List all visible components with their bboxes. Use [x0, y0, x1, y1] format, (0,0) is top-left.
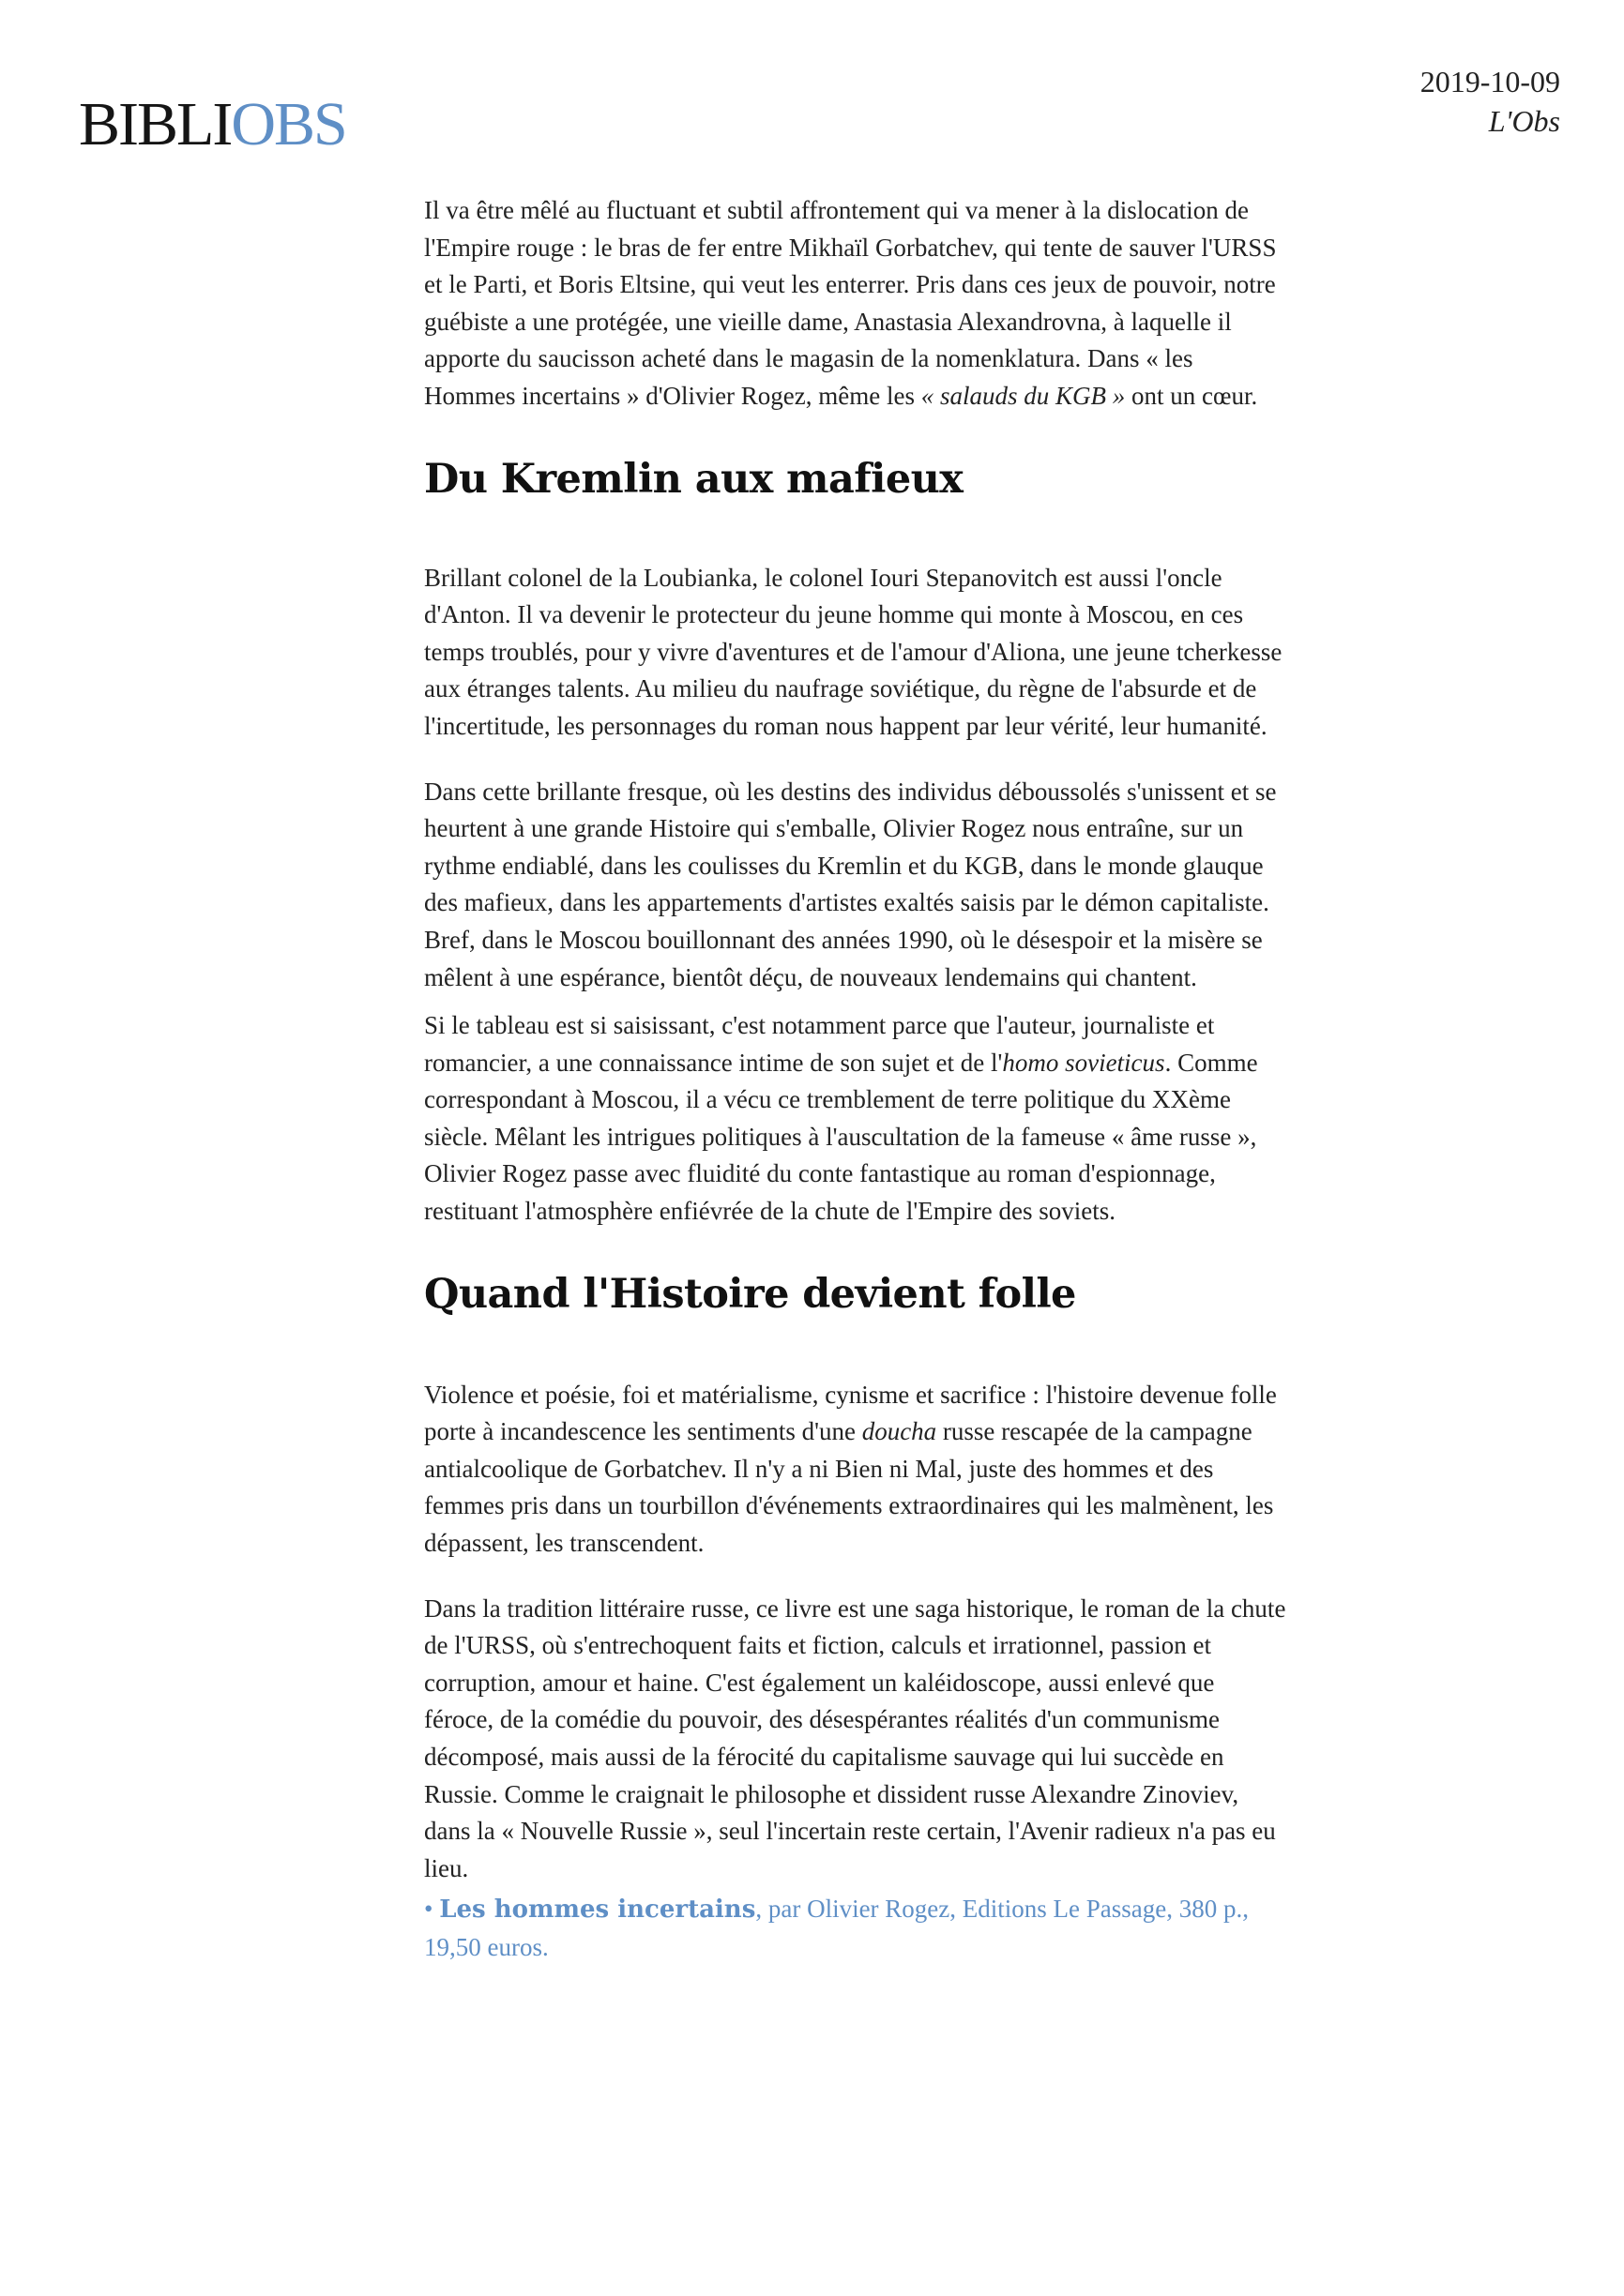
section-heading-histoire: Quand l'Histoire devient folle — [424, 1270, 1076, 1318]
logo-text-bibli: BIBLI — [79, 90, 232, 159]
paragraph-1-end: ont un cœur. — [1125, 381, 1258, 410]
credit-bullet: • — [424, 1895, 440, 1924]
publication-source: L'Obs — [1488, 104, 1560, 138]
paragraph-4 — [424, 1007, 1287, 1231]
paragraph-4-end: . Comme correspondant à Moscou, il a vécu ce tremblement de terre politique du XXème siècle. Mêlant les intrigues politiques à l'auscultation de la fameuse « âme russe », Olivier Rogez passe avec fluidité du conte fantastique au roman d'espionnage, restituant l'atmosphère enfiévrée de la chute de l'Empire des soviets. — [424, 1048, 1258, 1226]
paragraph-3: Dans cette brillante fresque, où les destins des individus déboussolés s'unissent et se heurtent à une grande Histoire qui s'emballe, Olivier Rogez nous entraîne, sur un rythme endiablé, dans les coulisses du Kremlin et du KGB, dans le monde glauque des mafieux, dans les appartements d'artistes exaltés saisis par le démon capitaliste. Bref, dans le Moscou bouillonnant des années 1990, où le désespoir et la misère se mêlent à une espérance, bientôt déçu, de nouveaux lendemains qui chantent. — [424, 777, 1277, 991]
book-details: , par Olivier Rogez, Editions Le Passage, 380 p., 19,50 euros. — [424, 1895, 1249, 1961]
section-heading-kremlin: Du Kremlin aux mafieux — [424, 455, 964, 503]
paragraph-2: Brillant colonel de la Loubianka, le colonel Iouri Stepanovitch est aussi l'oncle d'Anton. Il va devenir le protecteur du jeune homme qui monte à Moscou, en ces temps troublés, pour y vivre d'aventures et de l'amour d'Aliona, une jeune tcherkesse aux étranges talents. Au milieu du naufrage soviétique, du règne de l'absurde et de l'incertitude, les personnages du roman nous happent par leur vérité, leur humanité. — [424, 563, 1283, 740]
book-title: Les hommes incertains — [439, 1896, 756, 1925]
publication-date: 2019-10-09 — [1419, 65, 1560, 98]
book-credit — [424, 1891, 1287, 1966]
paragraph-5 — [424, 1377, 1287, 1563]
paragraph-4-text: Si le tableau est si saisissant, c'est notamment parce que l'auteur, journaliste et romancier, a une connaissance intime de son sujet et de l' — [424, 1011, 1215, 1077]
article-body — [424, 192, 1287, 1967]
publication-meta — [1420, 62, 1560, 141]
paragraph-1 — [424, 192, 1287, 415]
paragraph-1-text: Il va être mêlé au fluctuant et subtil affrontement qui va mener à la dislocation de l'Empire rouge : le bras de fer entre Mikhaïl Gorbatchev, qui tente de sauver l'URSS et le Parti, et Boris Eltsine, qui veut les enterrer. Pris dans ces jeux de pouvoir, notre guébiste a une protégée, une vieille dame, Anastasia Alexandrovna, à laquelle il apporte du saucisson acheté dans le magasin de la nomenklatura. Dans « les Hommes incertains » d'Olivier Rogez, même les — [424, 196, 1277, 410]
paragraph-4-italic: homo sovieticus — [1002, 1048, 1165, 1077]
paragraph-1-quote: « salauds du KGB » — [920, 381, 1126, 410]
paragraph-6: Dans la tradition littéraire russe, ce livre est une saga historique, le roman de la chute de l'URSS, où s'entrechoquent faits et fiction, calculs et irrationnel, passion et corruption, amour et haine. C'est également un kaléidoscope, aussi enlevé que féroce, de la comédie du pouvoir, des désespérantes réalités d'un communisme décomposé, mais aussi de la férocité du capitalisme sauvage qui lui succède en Russie. Comme le craignait le philosophe et dissident russe Alexandre Zinoviev, dans la « Nouvelle Russie », seul l'incertain reste certain, l'Avenir radieux n'a pas eu lieu. — [424, 1594, 1286, 1882]
bibliobs-logo — [79, 90, 346, 159]
paragraph-5-text: Violence et poésie, foi et matérialisme, cynisme et sacrifice : l'histoire devenue folle porte à incandescence les sentiments d'une — [424, 1380, 1277, 1446]
logo-text-obs: OBS — [231, 90, 346, 159]
paragraph-5-italic: doucha — [861, 1417, 937, 1446]
paragraph-5-end: russe rescapée de la campagne antialcoolique de Gorbatchev. Il n'y a ni Bien ni Mal, juste des hommes et des femmes pris dans un tourbillon d'événements extraordinaires qui les malmènent, les dépassent, les transcendent. — [424, 1417, 1274, 1558]
